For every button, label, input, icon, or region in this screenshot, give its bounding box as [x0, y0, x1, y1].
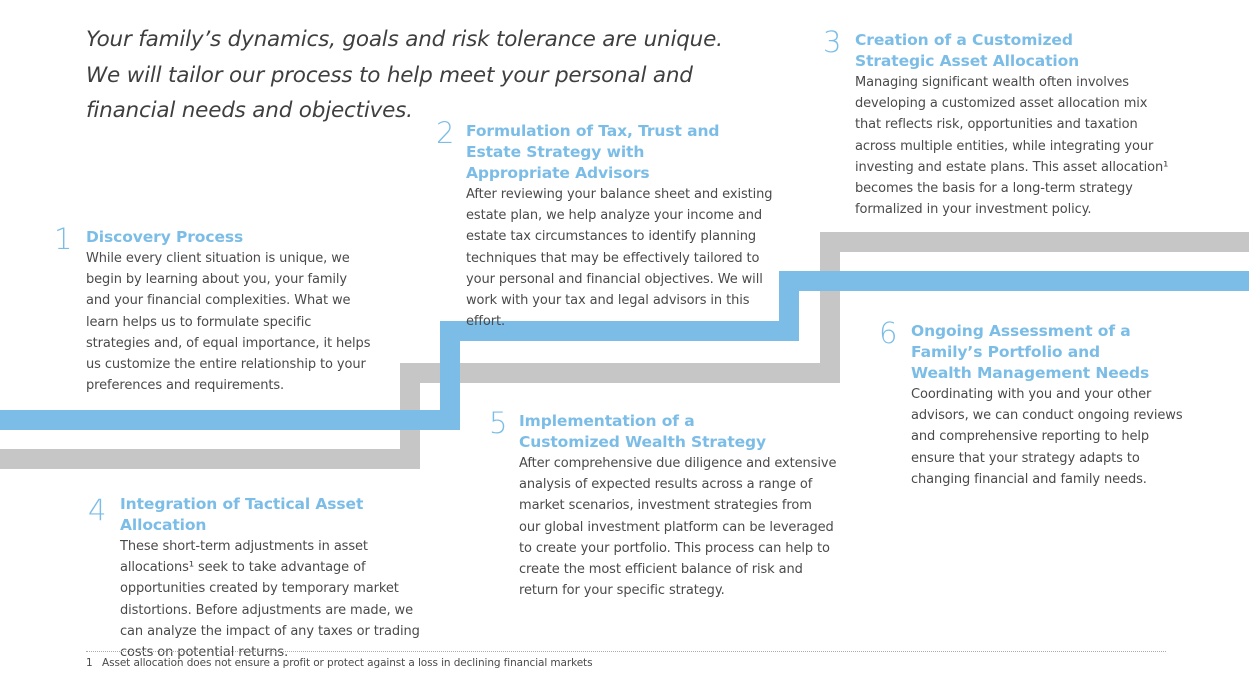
- step-number: 6: [879, 316, 898, 350]
- step-1: [54, 222, 386, 396]
- step-title: Ongoing Assessment of a Family’s Portfolio and Wealth Management Needs: [911, 322, 1150, 382]
- step-body: After reviewing your balance sheet and existing estate plan, we help analyze your income and estate tax circumstances to identify planning techniques that may be effectively tailored to your personal and financial objectives. We will work with your tax and legal advisors in this effort.: [466, 187, 773, 330]
- step-number: 5: [489, 406, 508, 440]
- footnote-number: 1: [86, 657, 93, 669]
- step-5: [489, 406, 839, 601]
- step-3: [823, 25, 1175, 220]
- step-title: Discovery Process: [86, 228, 244, 246]
- step-title: Formulation of Tax, Trust and Estate Strategy with Appropriate Advisors: [466, 122, 720, 182]
- step-title: Creation of a Customized Strategic Asset Allocation: [855, 31, 1080, 70]
- intro-statement: Your family’s dynamics, goals and risk tolerance are unique. We will tailor our process to help meet your personal and financial needs and objectives.: [86, 27, 723, 123]
- step-6: [879, 316, 1211, 490]
- step-title: Implementation of a Customized Wealth Strategy: [519, 412, 767, 451]
- step-body: Coordinating with you and your other advisors, we can conduct ongoing reviews and comprehensive reporting to help ensure that your strategy adapts to changing financial and family needs.: [911, 387, 1183, 487]
- step-number: 4: [88, 493, 107, 527]
- footnote: [86, 651, 1166, 669]
- step-body: While every client situation is unique, we begin by learning about you, your family and your financial complexities. What we learn helps us to formulate specific strategies and, of equal importance, it helps us customize the entire relationship to your preferences and requirements.: [86, 251, 371, 394]
- step-2: [436, 116, 796, 332]
- footnote-text: Asset allocation does not ensure a profit or protect against a loss in declining financial markets: [102, 657, 593, 669]
- step-4: [88, 493, 450, 663]
- step-number: 1: [54, 222, 73, 256]
- step-title: Integration of Tactical Asset Allocation: [120, 495, 364, 534]
- step-number: 2: [436, 116, 455, 150]
- step-body: These short-term adjustments in asset allocations¹ seek to take advantage of opportunities created by temporary market distortions. Before adjustments are made, we can analyze the impact of any taxes or trading costs on potential returns.: [120, 539, 420, 661]
- step-number: 3: [823, 25, 842, 59]
- step-body: Managing significant wealth often involves developing a customized asset allocation mix that reflects risk, opportunities and taxation across multiple entities, while integrating your investing and estate plans. This asset allocation¹ becomes the basis for a long-term strategy formalized in your investment policy.: [855, 75, 1169, 218]
- step-body: After comprehensive due diligence and extensive analysis of expected results across a range of market scenarios, investment strategies from our global investment platform can be leveraged to create your portfolio. This process can help to create the most efficient balance of risk and return for your specific strategy.: [519, 456, 837, 599]
